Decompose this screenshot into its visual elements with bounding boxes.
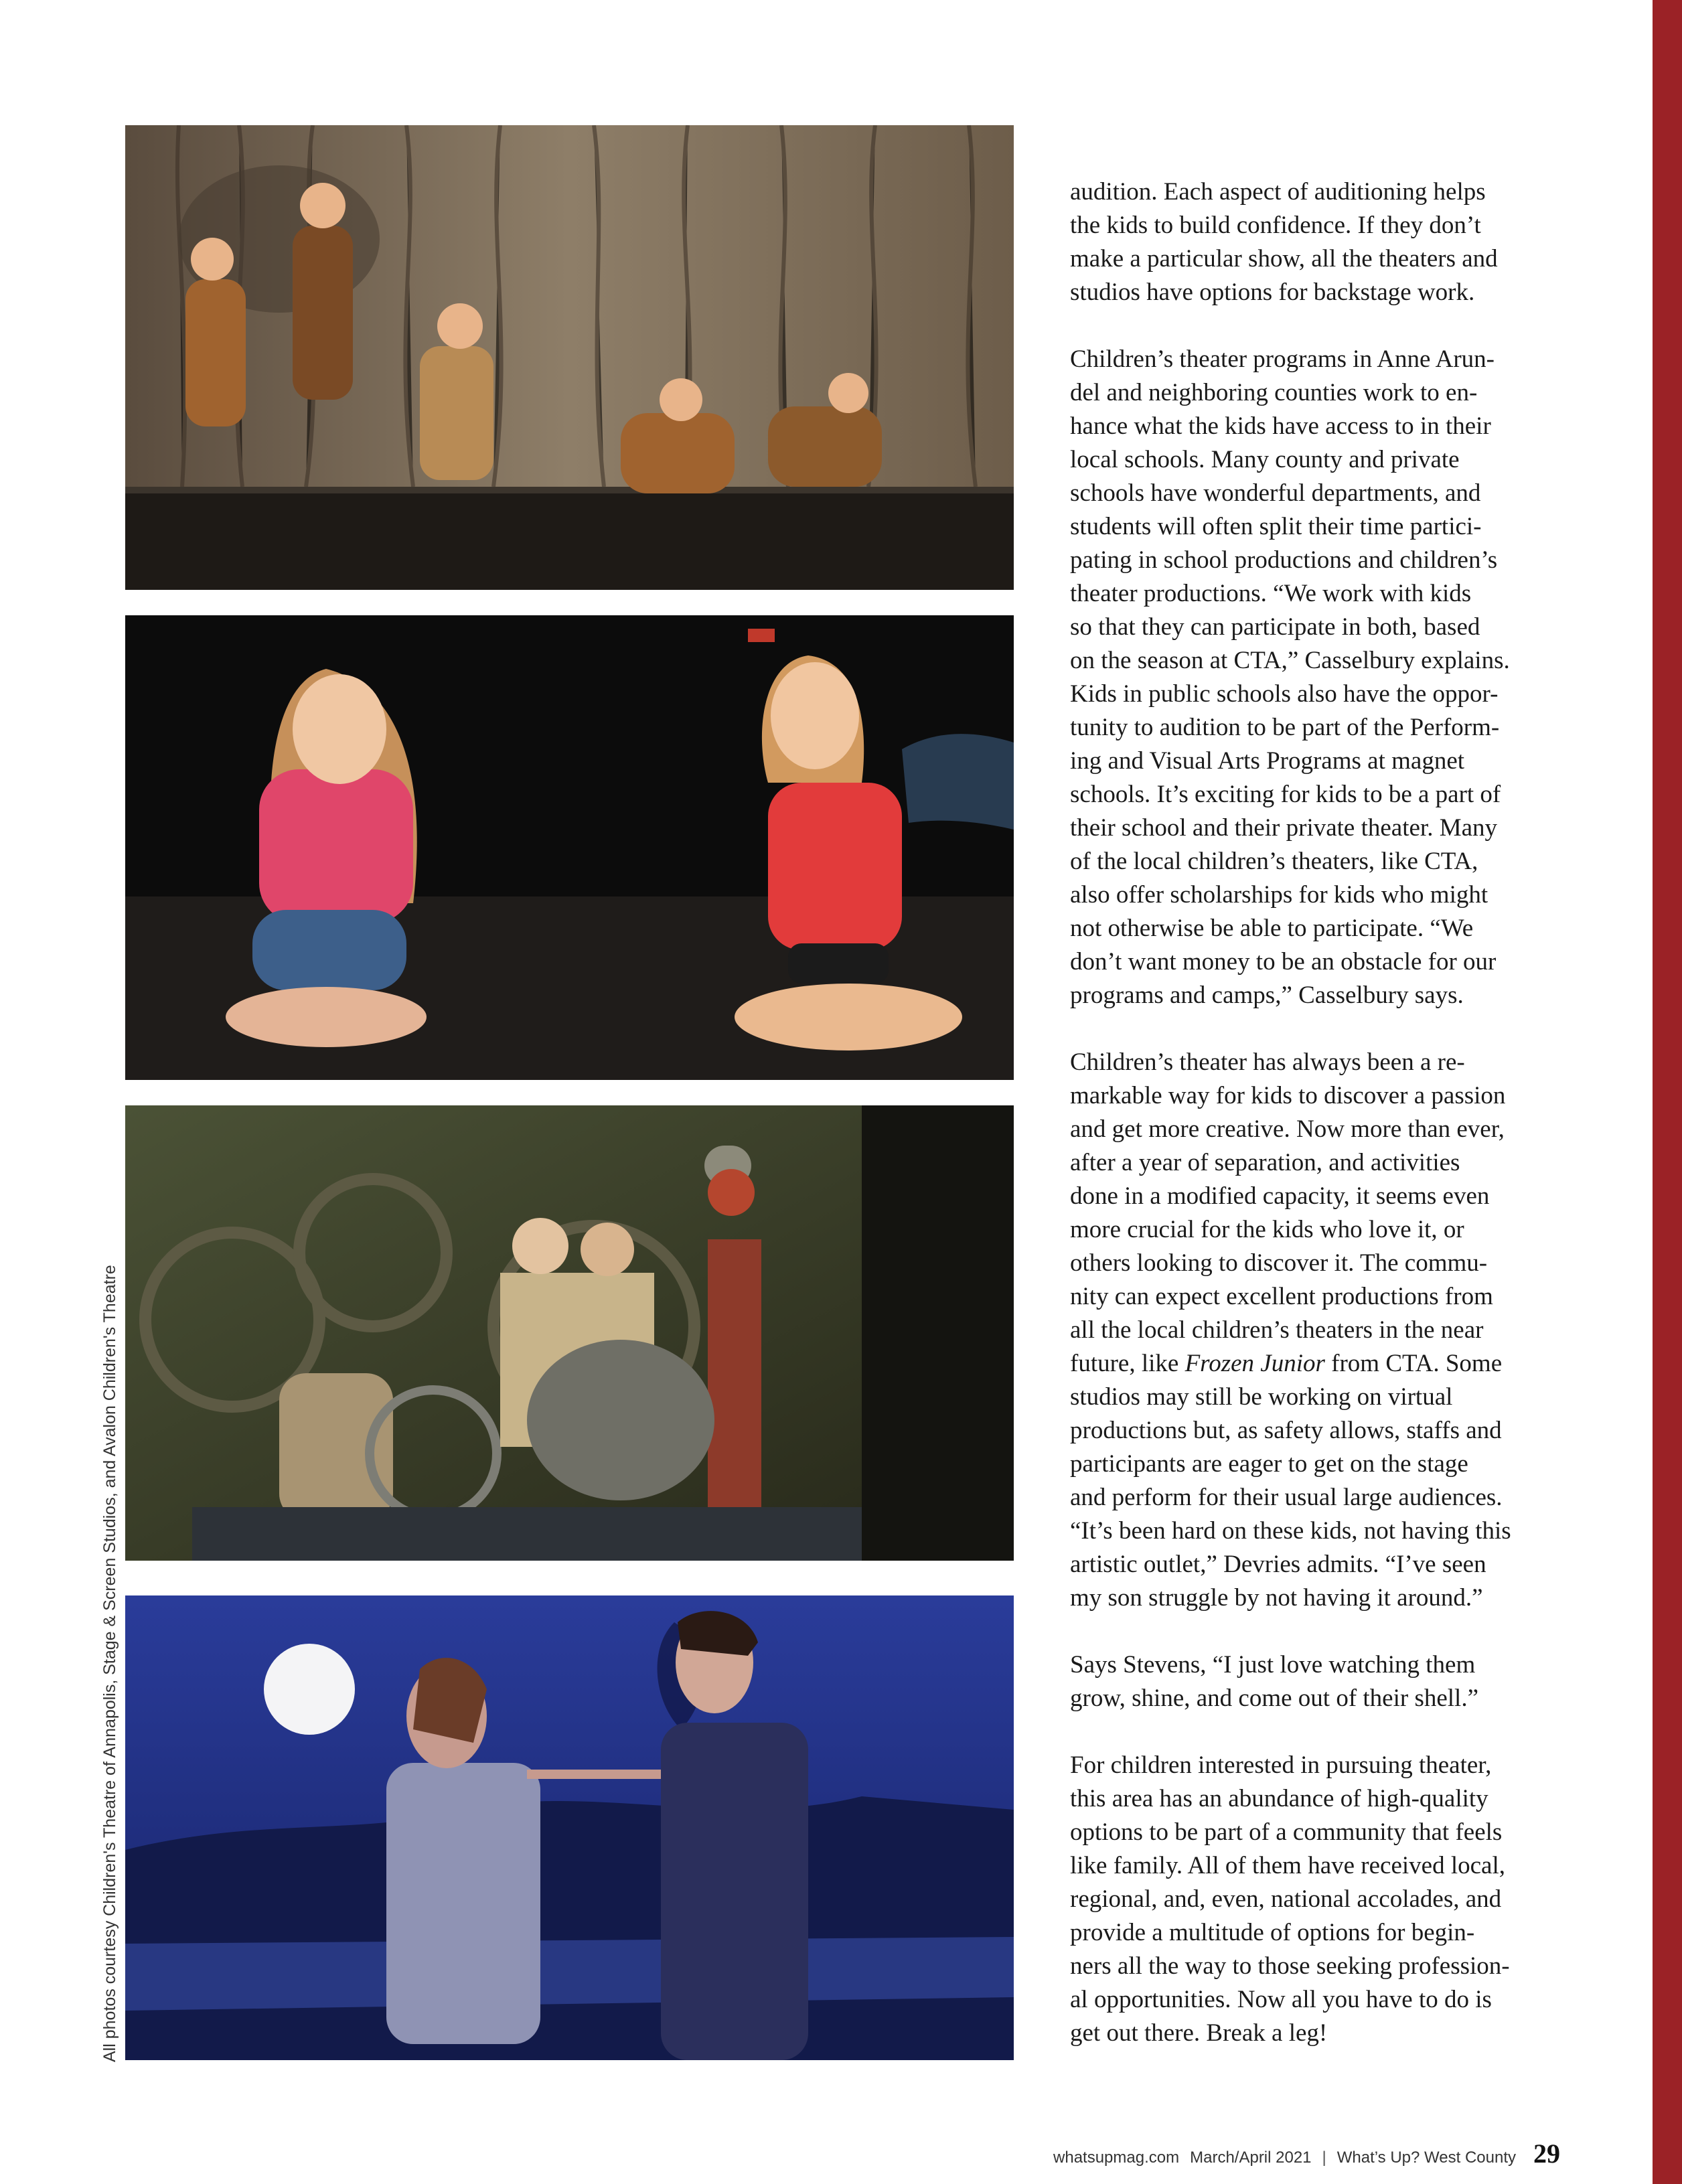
photo-two-girls-kneeling — [125, 615, 1014, 1080]
page-number: 29 — [1533, 2138, 1560, 2169]
paragraph-programs: Children’s theater programs in Anne Arun- del and neighboring counties work to en- hance what the kids have access to in their local schools. Many county and private schools have wonderful departments, and students will often split their time partici- pating in school productions and children’s theater productions. “We work with kids so that they can participate in both, based on the season at CTA,” Casselbury explains. Kids in public schools also have the oppor- tunity to audition to be part of the Perform- ing and Visual Arts Programs at magnet schools. It’s exciting for kids to be a part of their school and their private theater. Many of the local children’s theaters, like CTA, also offer scholarships for kids who might not otherwise be able to participate. “We don’t want money to be an obstacle for our programs and camps,” Casselbury says. — [1070, 345, 1510, 1009]
accent-side-bar — [1653, 0, 1682, 2184]
page-footer — [1045, 2138, 1560, 2169]
show-title: Frozen Junior — [1184, 1350, 1325, 1377]
footer-publication: What’s Up? West County — [1336, 2149, 1516, 2167]
photo-moonlit-couple — [125, 1595, 1014, 2060]
footer-separator: | — [1322, 2149, 1326, 2167]
paragraph-quote-stevens: Says Stevens, “I just love watching them grow, shine, and come out of their shell.” — [1070, 1651, 1478, 1712]
photo-credit: All photos courtesy Children's Theatre of Annapolis, Stage & Screen Studios, and Avalon Children's Theatre — [100, 1265, 119, 2062]
article-body — [1070, 175, 1559, 2084]
photo-woodland-dance — [125, 125, 1014, 590]
paragraph-audition: audition. Each aspect of auditioning helps the kids to build confidence. If they don’t make a particular show, all the theaters and studios have options for backstage work. — [1070, 178, 1498, 306]
footer-site[interactable]: whatsupmag.com — [1053, 2149, 1180, 2167]
footer-issue: March/April 2021 — [1190, 2149, 1312, 2167]
photo-junkyard-set — [125, 1105, 1014, 1561]
paragraph-conclusion: For children interested in pursuing theater, this area has an abundance of high-quality options to be part of a community that feels like family. All of them have received local, regional, and, even, national accolades, and provide a multitude of options for begin- ners all the way to those seeking profession- al opportunities. Now all you have to do is get out there. Break a leg! — [1070, 1751, 1510, 2047]
paragraph-passion: Children’s theater has always been a re- markable way for kids to discover a passion and get more creative. Now more than ever, after a year of separation, and activities done in a modified capacity, it seems even more crucial for the kids who love it, or others looking to discover it. The commu- nity can expect excellent productions from all the local children’s theaters in the near future, like Frozen Junior from CTA. Some studios may still be working on virtual productions but, as safety allows, staffs and participants are eager to get on the stage and perform for their usual large audiences. “It’s been hard on these kids, not having this artistic outlet,” Devries admits. “I’ve seen my son struggle by not having it around.” — [1070, 1048, 1511, 1612]
